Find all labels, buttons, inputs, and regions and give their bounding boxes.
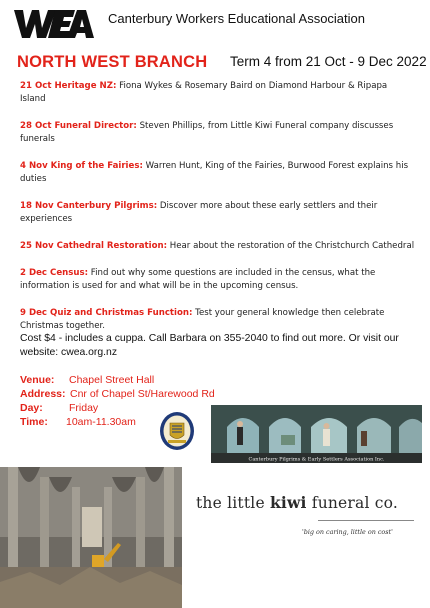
cost-info: Cost $4 - includes a cuppa. Call Barbara on 355-2040 to find out more. Or visit our website: cwea.org.nz: [20, 333, 399, 358]
branch-title: NORTH WEST BRANCH: [17, 53, 208, 71]
event-text: Discover more about these early settlers and their experiences: [20, 201, 378, 224]
term-dates: Term 4 from 21 Oct - 9 Dec 2022: [230, 54, 427, 69]
event-text: Test your general knowledge then celebrate Christmas together.: [20, 308, 385, 331]
event-text: Warren Hunt, King of the Fairies, Burwood Forest explains his duties: [20, 161, 409, 184]
funeral-co-brand: [196, 493, 398, 512]
brand-divider: [318, 520, 414, 521]
event-item: [20, 240, 415, 253]
event-item: [20, 267, 415, 293]
event-list: [20, 80, 415, 347]
event-item: [20, 307, 415, 333]
event-text: Steven Phillips, from Little Kiwi Funeral company discusses funerals: [20, 121, 394, 144]
event-heading: 18 Nov Canterbury Pilgrims:: [20, 201, 158, 211]
brand-suffix: funeral co.: [306, 494, 399, 512]
address-label: Address:: [20, 388, 66, 400]
org-name: Canterbury Workers Educational Association: [108, 11, 365, 26]
event-heading: 2 Dec Census:: [20, 268, 89, 278]
venue-value: Chapel Street Hall: [69, 374, 155, 386]
event-text: Find out why some questions are included in the census, what the information is used for and what will be in the upcoming census.: [20, 268, 376, 291]
painting-caption: Canterbury Pilgrims & Early Settlers Association Inc.: [248, 456, 385, 463]
event-heading: 4 Nov King of the Fairies:: [20, 161, 143, 171]
cathedral-ruins-photo: [0, 467, 182, 608]
brand-kiwi: kiwi: [269, 493, 307, 512]
event-heading: 21 Oct Heritage NZ:: [20, 81, 117, 91]
event-text: Hear about the restoration of the Christchurch Cathedral: [169, 241, 415, 251]
address-value: Cnr of Chapel St/Harewood Rd: [70, 388, 215, 400]
wea-logo: [14, 9, 94, 39]
event-heading: 28 Oct Funeral Director:: [20, 121, 137, 131]
event-item: [20, 80, 415, 106]
association-seal-icon: [159, 411, 195, 451]
event-heading: 25 Nov Cathedral Restoration:: [20, 241, 168, 251]
event-item: [20, 200, 415, 226]
event-heading: 9 Dec Quiz and Christmas Function:: [20, 308, 193, 318]
time-label: Time:: [20, 416, 48, 428]
funeral-co-tagline: 'big on caring, little on cost': [302, 528, 393, 536]
venue-label: Venue:: [20, 374, 55, 386]
pilgrims-painting: [211, 405, 422, 463]
day-value: Friday: [69, 402, 99, 414]
event-item: [20, 160, 415, 186]
event-item: [20, 120, 415, 146]
day-label: Day:: [20, 402, 43, 414]
event-text: Fiona Wykes & Rosemary Baird on Diamond Harbour & Ripapa Island: [20, 81, 388, 104]
time-value: 10am-11.30am: [66, 416, 136, 428]
brand-prefix: the little: [196, 494, 270, 512]
